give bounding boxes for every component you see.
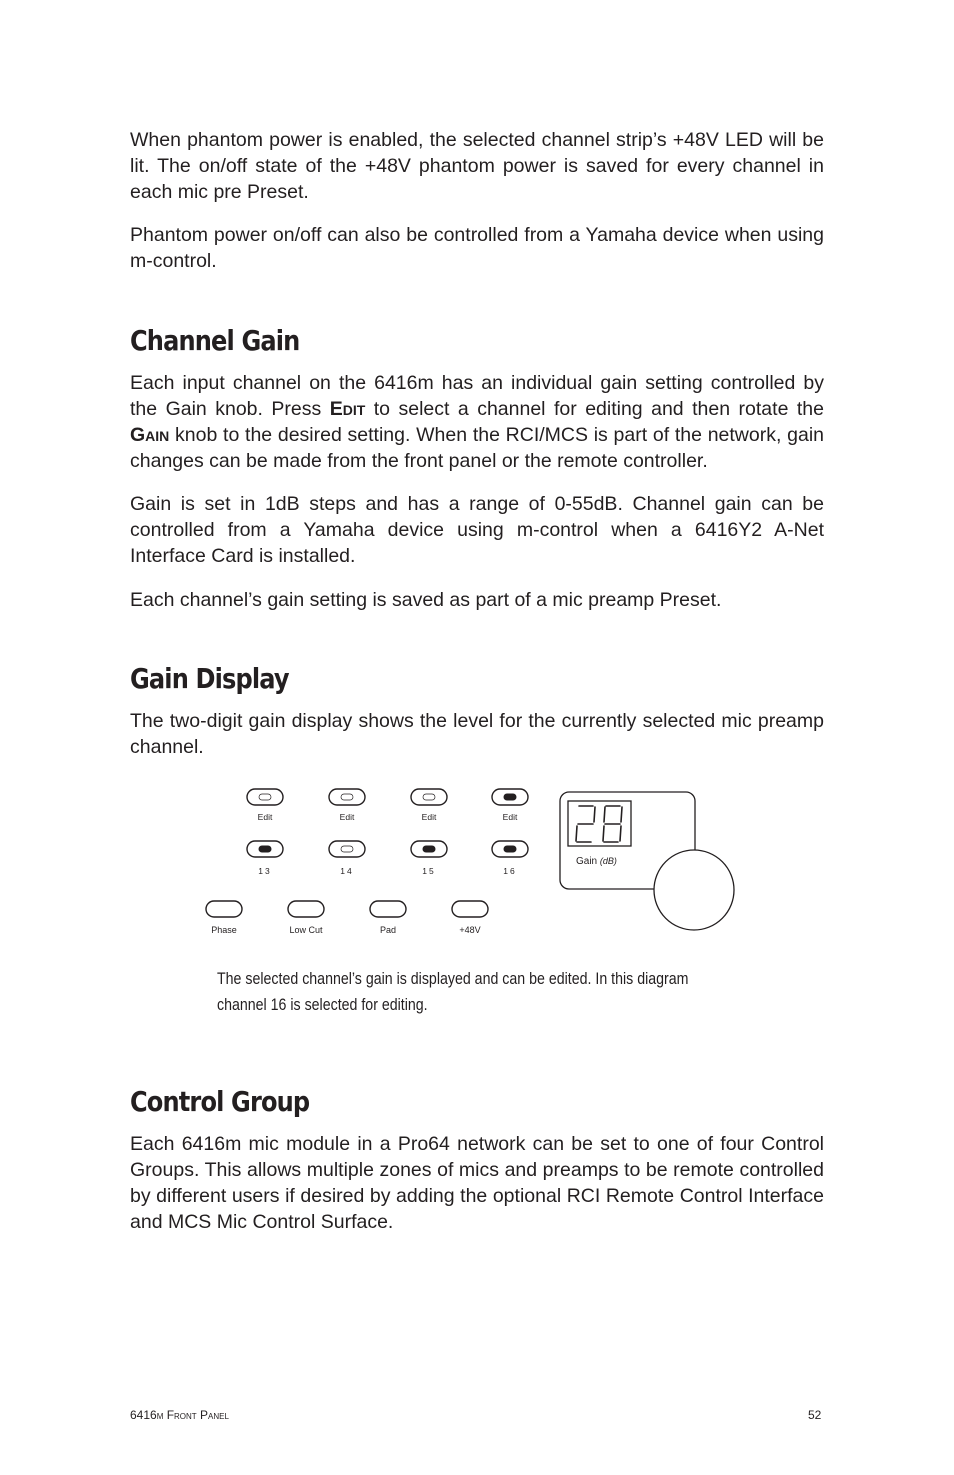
function-button-label: Phase [211,925,237,935]
edit-button-16[interactable] [492,789,528,805]
footer-section-title: 6416m Front Panel [130,1408,229,1422]
function-button[interactable] [370,901,406,917]
channel-number-label: 16 [503,866,517,876]
led-indicator [504,794,516,800]
edit-button-row [247,789,528,822]
edit-keyword: Edit [329,398,366,420]
led-indicator [504,846,516,852]
led-indicator [259,794,271,800]
control-group-heading: Control Group [130,1085,310,1118]
edit-button-13[interactable] [247,789,283,805]
gain-knob[interactable] [654,850,734,930]
gain-label: Gain (dB) [576,856,617,867]
function-button-label: +48V [459,925,481,935]
control-group-paragraph-1: Each 6416m mic module in a Pro64 network can be set to one of four Control Groups. This allows multiple zones of mics and preamps to be remote controlled by different users if desired by adding the optional RCI Remote Control Interface and MCS Mic Control Surface. [130,1133,824,1233]
intro-paragraph-1: When phantom power is enabled, the selected channel strip’s +48V LED will be lit. The on/off state of the +48V phantom power is saved for every channel in each mic pre Preset. [130,129,824,203]
edit-label: Edit [502,812,518,822]
function-button-label: Low Cut [289,925,323,935]
channel-gain-paragraph-2: Gain is set in 1dB steps and has a range of 0-55dB. Channel gain can be controlled from a Yamaha device using m-control when a 6416Y2 A-Net Interface Card is installed. [130,493,824,567]
footer-page-number: 52 [808,1408,822,1422]
led-indicator [341,846,353,852]
channel-gain-paragraph-1: Each input channel on the 6416m has an individual gain setting controlled by the Gain knob. Press Edit to select a channel for editing and then rotate the Gain knob to the desired setting. When the RCI/MCS is part of the network, gain changes can be made from the front panel or the remote controller. [130,372,824,472]
channel-number-label: 14 [340,866,354,876]
channel-button-15[interactable] [411,841,447,857]
channel-number-label: 15 [422,866,436,876]
gain-display-paragraph-1: The two-digit gain display shows the level for the currently selected mic preamp channel. [130,710,824,758]
channel-button-13[interactable] [247,841,283,857]
led-indicator [259,846,271,852]
gain-display-heading: Gain Display [130,662,289,695]
led-indicator [341,794,353,800]
display-digit [576,806,595,842]
led-indicator [423,846,435,852]
function-button-row [206,901,488,935]
diagram-caption: The selected channel’s gain is displayed and can be edited. In this diagram channel 16 is selected for editing. [217,970,689,1014]
intro-paragraph-2: Phantom power on/off can also be controlled from a Yamaha device when using m-control. [130,224,824,272]
gain-keyword: Gain [130,424,170,446]
front-panel-diagram [190,780,750,940]
led-indicator [423,794,435,800]
channel-button-14[interactable] [329,841,365,857]
channel-button-16[interactable] [492,841,528,857]
channel-button-row [247,841,528,876]
edit-label: Edit [257,812,273,822]
channel-gain-heading: Channel Gain [130,324,300,357]
seven-segment-display [576,806,622,842]
edit-button-14[interactable] [329,789,365,805]
edit-button-15[interactable] [411,789,447,805]
function-button[interactable] [288,901,324,917]
function-button[interactable] [452,901,488,917]
channel-number-label: 13 [258,866,272,876]
channel-gain-paragraph-3: Each channel’s gain setting is saved as part of a mic preamp Preset. [130,589,722,611]
edit-label: Edit [421,812,437,822]
edit-label: Edit [339,812,355,822]
function-button[interactable] [206,901,242,917]
display-digit [603,806,622,842]
function-button-label: Pad [379,925,397,935]
